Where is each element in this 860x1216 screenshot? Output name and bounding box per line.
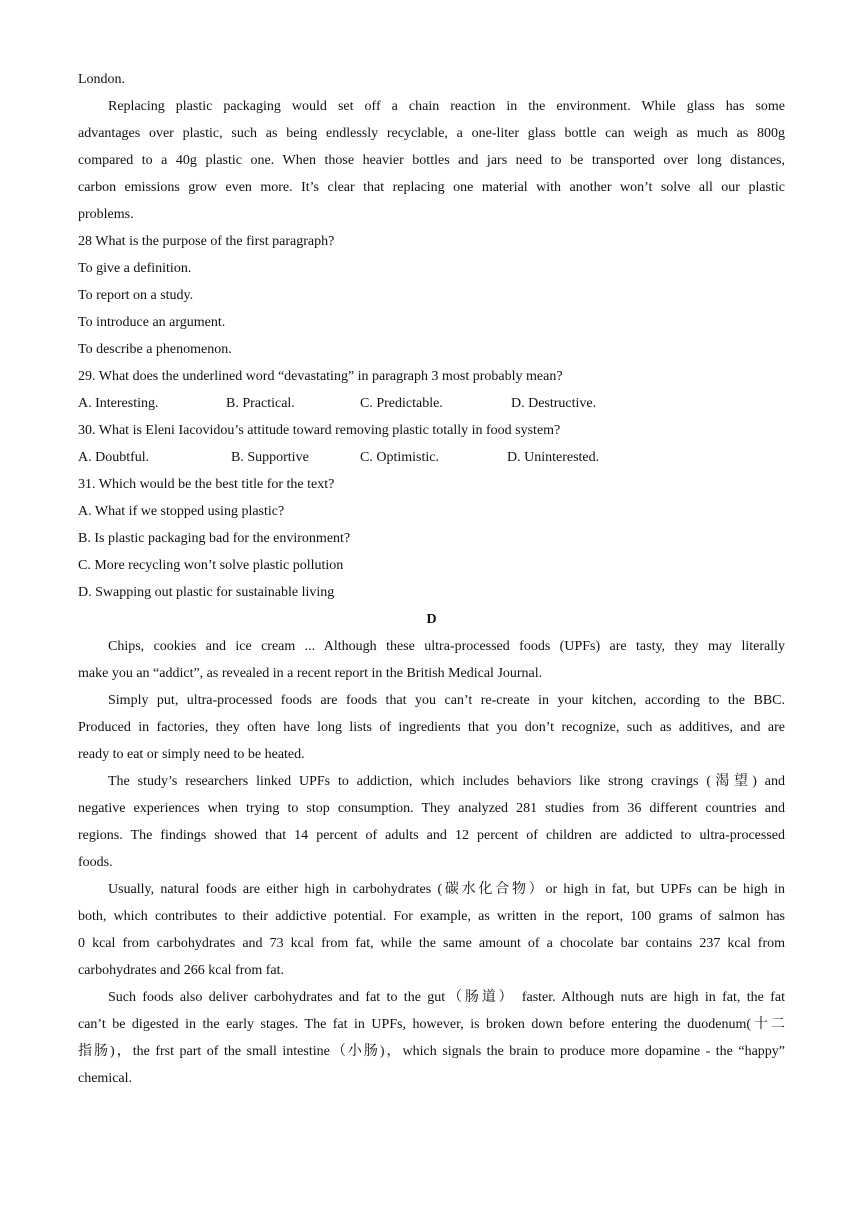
text-line: Such foods also deliver carbohydrates and fat to the gut（肠道） faster. Although nuts are high in fat, the fat bbox=[108, 990, 785, 1005]
passage-d-paragraph-4 bbox=[78, 876, 785, 984]
answer-option: C. More recycling won’t solve plastic pollution bbox=[78, 558, 344, 573]
answer-options-row bbox=[78, 444, 785, 471]
text-line: Produced in factories, they often have long lists of ingredients that you don’t recognize, such as additives, and are bbox=[78, 720, 785, 735]
text-line: foods. bbox=[78, 855, 113, 870]
text-line: chemical. bbox=[78, 1071, 133, 1086]
text-line: ready to eat or simply need to be heated. bbox=[78, 747, 305, 762]
text-line: regions. The findings showed that 14 percent of adults and 12 percent of children are addicted to ultra-processed bbox=[78, 828, 785, 843]
passage-d-paragraph-3 bbox=[78, 768, 785, 876]
question-29 bbox=[78, 363, 785, 417]
passage-c-paragraph-glass bbox=[78, 93, 785, 228]
passage-c-last-line: London. bbox=[78, 72, 126, 87]
text-line: problems. bbox=[78, 207, 134, 222]
answer-option: D. Destructive. bbox=[511, 396, 597, 411]
question-28 bbox=[78, 228, 785, 363]
answer-option: B. Is plastic packaging bad for the environment? bbox=[78, 531, 351, 546]
text-line: can’t be digested in the early stages. The fat in UPFs, however, is broken down before entering the duodenum(十二 bbox=[78, 1017, 785, 1032]
answer-option: B. Supportive bbox=[231, 450, 309, 465]
text-line: 指肠)，the frst part of the small intestine（小肠)，which signals the brain to produce more dopamine - the “happy” bbox=[78, 1044, 785, 1059]
text-line: Chips, cookies and ice cream ... Although these ultra-processed foods (UPFs) are tasty, they may literally bbox=[108, 639, 785, 654]
text-line: Replacing plastic packaging would set off a chain reaction in the environment. While glass has some bbox=[108, 99, 785, 114]
text-line: 0 kcal from carbohydrates and 73 kcal from fat, while the same amount of a chocolate bar contains 237 kcal from bbox=[78, 936, 785, 951]
question-stem: 30. What is Eleni Iacovidou’s attitude toward removing plastic totally in food system? bbox=[78, 423, 561, 438]
question-30 bbox=[78, 417, 785, 471]
question-stem: 29. What does the underlined word “devastating” in paragraph 3 most probably mean? bbox=[78, 369, 563, 384]
text-line: carbohydrates and 266 kcal from fat. bbox=[78, 963, 285, 978]
answer-options-row bbox=[78, 390, 785, 417]
passage-d-paragraph-2 bbox=[78, 687, 785, 768]
answer-option: C. Optimistic. bbox=[360, 450, 439, 465]
text-line: compared to a 40g plastic one. When those heavier bottles and jars need to be transported over long distances, bbox=[78, 153, 785, 168]
document-page bbox=[78, 66, 785, 1092]
answer-option: D. Swapping out plastic for sustainable living bbox=[78, 585, 335, 600]
answer-option: A. Doubtful. bbox=[78, 450, 150, 465]
text-line: both, which contributes to their addictive potential. For example, as written in the report, 100 grams of salmon has bbox=[78, 909, 785, 924]
text-line: make you an “addict”, as revealed in a recent report in the British Medical Journal. bbox=[78, 666, 543, 681]
text-line: Simply put, ultra-processed foods are foods that you can’t re-create in your kitchen, according to the BBC. bbox=[108, 693, 785, 708]
text-line: advantages over plastic, such as being endlessly recyclable, a one-liter glass bottle can weigh as much as 800g bbox=[78, 126, 785, 141]
section-heading: D bbox=[426, 612, 437, 627]
answer-option: To report on a study. bbox=[78, 288, 194, 303]
answer-option: D. Uninterested. bbox=[507, 450, 600, 465]
text-line: The study’s researchers linked UPFs to addiction, which includes behaviors like strong cravings (渴望) and bbox=[108, 774, 785, 789]
answer-option: A. What if we stopped using plastic? bbox=[78, 504, 285, 519]
question-31 bbox=[78, 471, 785, 606]
passage-d-paragraph-1 bbox=[78, 633, 785, 687]
text-line: Usually, natural foods are either high in carbohydrates (碳水化合物）or high in fat, but UPFs can be high in bbox=[108, 882, 785, 897]
answer-option: B. Practical. bbox=[226, 396, 295, 411]
answer-option: To give a definition. bbox=[78, 261, 192, 276]
passage-d-paragraph-5 bbox=[78, 984, 785, 1092]
answer-option: A. Interesting. bbox=[78, 396, 159, 411]
answer-option: C. Predictable. bbox=[360, 396, 443, 411]
answer-option: To introduce an argument. bbox=[78, 315, 226, 330]
question-stem: 28 What is the purpose of the first paragraph? bbox=[78, 234, 335, 249]
answer-option: To describe a phenomenon. bbox=[78, 342, 232, 357]
text-line: negative experiences when trying to stop consumption. They analyzed 281 studies from 36 different countries and bbox=[78, 801, 785, 816]
text-line: carbon emissions grow even more. It’s clear that replacing one material with another won’t solve all our plastic bbox=[78, 180, 785, 195]
question-stem: 31. Which would be the best title for the text? bbox=[78, 477, 335, 492]
